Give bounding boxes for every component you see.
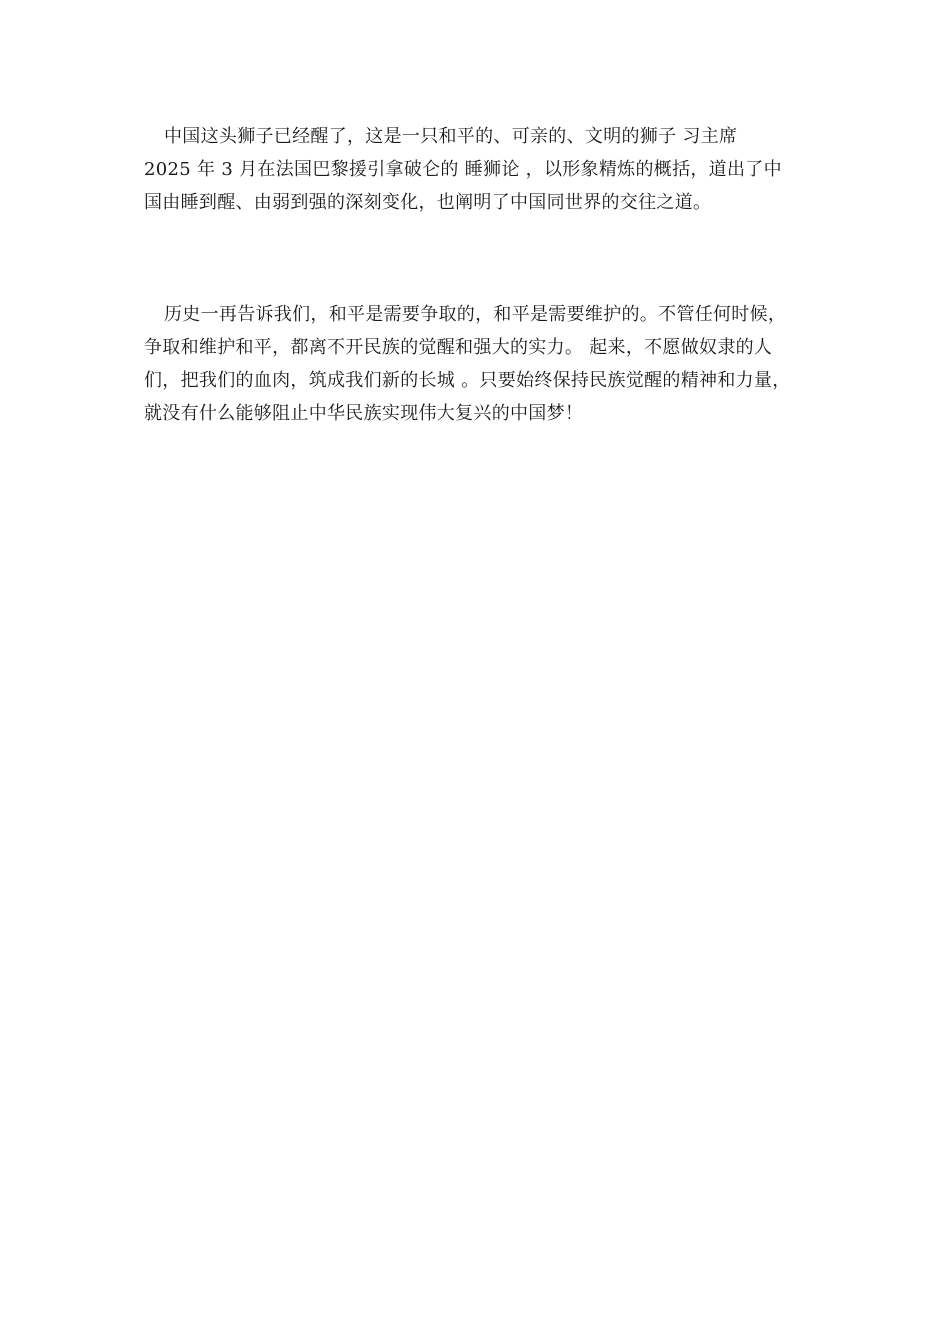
paragraph-line: 历史一再告诉我们，和平是需要争取的，和平是需要维护的。不管任何时候， bbox=[164, 304, 787, 325]
paragraph-line: 中国这头狮子已经醒了，这是一只和平的、可亲的、文明的狮子 习主席 bbox=[164, 126, 738, 147]
paragraph-line: 们，把我们的血肉，筑成我们新的长城 。只要始终保持民族觉醒的精神和力量， bbox=[144, 370, 791, 391]
paragraph-line: 就没有什么能够阻止中华民族实现伟大复兴的中国梦！ bbox=[144, 403, 584, 424]
paragraph-line: 国由睡到醒、由弱到强的深刻变化，也阐明了中国同世界的交往之道。 bbox=[144, 192, 712, 213]
paragraph-peace-history bbox=[144, 298, 824, 430]
paragraph-lion-awakening bbox=[144, 120, 824, 219]
paragraph-line: 2025 年 3 月在法国巴黎援引拿破仑的 睡狮论 ，以形象精炼的概括，道出了中 bbox=[144, 159, 782, 180]
paragraph-line: 争取和维护和平，都离不开民族的觉醒和强大的实力。 起来，不愿做奴隶的人 bbox=[144, 337, 773, 358]
